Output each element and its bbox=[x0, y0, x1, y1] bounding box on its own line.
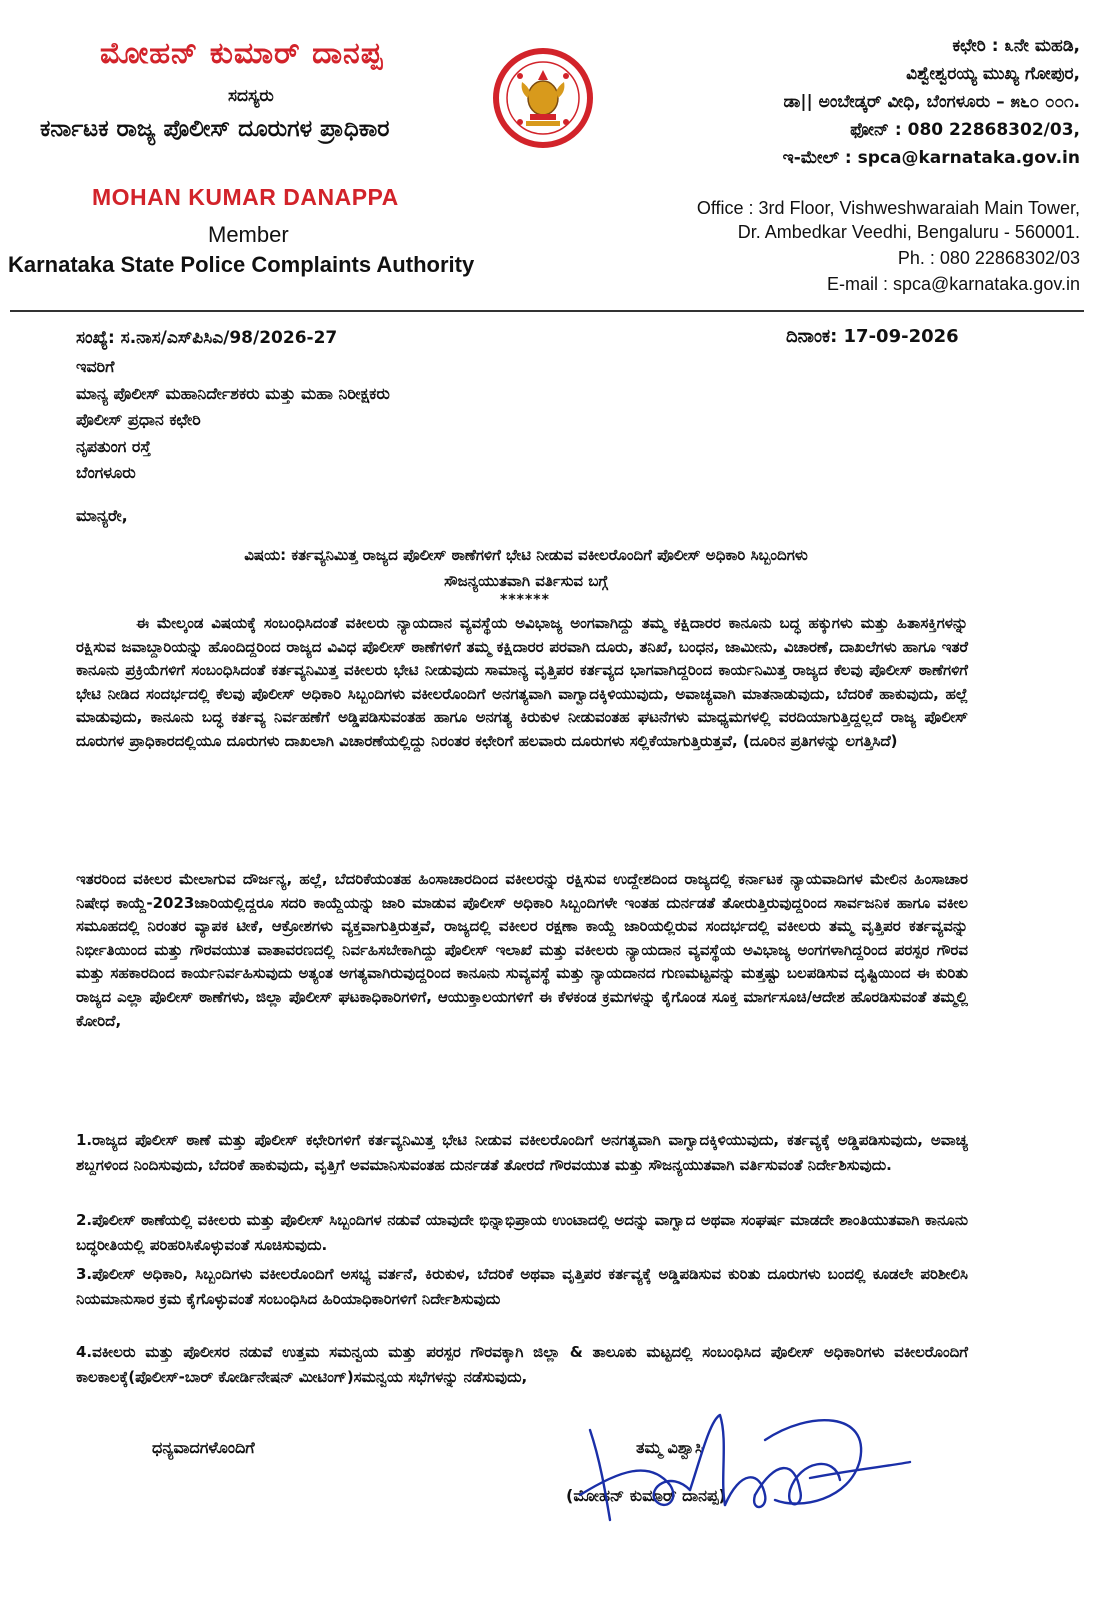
request-point-3: 3.ಪೊಲೀಸ್ ಅಧಿಕಾರಿ, ಸಿಬ್ಬಂದಿಗಳು ವಕೀಲರೊಂದಿಗೆ ಅಸಭ್ಯ ವರ್ತನೆ, ಕಿರುಕುಳ, ಬೆದರಿಕೆ ಅಥವಾ ವೃತ್ತಿಪರ ಕರ್ತವ್ಯಕ್ಕೆ ಅಡ್ಡಿಪಡಿಸುವ ಕುರಿತು ದೂರುಗಳು ಬಂದಲ್ಲಿ ಕೂಡಲೇ ಪರಿಶೀಲಿಸಿ ನಿಯಮಾನುಸಾರ ಕ್ರಮ ಕೈಗೊಳ್ಳುವಂತೆ ಸಂಬಂಧಿಸಿದ ಹಿರಿಯಾಧಿಕಾರಿಗಳಿಗೆ ನಿರ್ದೇಶಿಸುವುದು bbox=[76, 1265, 968, 1308]
kannada-name: ಮೋಹನ್ ಕುಮಾರ್ ದಾನಪ್ಪ bbox=[100, 36, 384, 71]
english-email: E-mail : spca@karnataka.gov.in bbox=[826, 274, 1080, 294]
salutation: ಮಾನ್ಯರೇ, bbox=[76, 506, 128, 525]
kannada-organization: ಕರ್ನಾಟಕ ರಾಜ್ಯ ಪೊಲೀಸ್ ದೂರುಗಳ ಪ್ರಾಧಿಕಾರ bbox=[40, 116, 390, 142]
english-address-line: Office : 3rd Floor, Vishweshwaraiah Main Tower, bbox=[696, 198, 1080, 218]
body-paragraph-1: ಈ ಮೇಲ್ಕಂಡ ವಿಷಯಕ್ಕೆ ಸಂಬಂಧಿಸಿದಂತೆ ವಕೀಲರು ನ್ಯಾಯದಾನ ವ್ಯವಸ್ಥೆಯ ಅವಿಭಾಜ್ಯ ಅಂಗವಾಗಿದ್ದು ತಮ್ಮ ಕಕ್ಷಿದಾರರ ಕಾನೂನು ಬದ್ಧ ಹಕ್ಕುಗಳು ಮತ್ತು ಹಿತಾಸಕ್ತಿಗಳನ್ನು ರಕ್ಷಿಸುವ ಜವಾಬ್ದಾರಿಯನ್ನು ಹೊಂದಿದ್ದರಿಂದ ರಾಜ್ಯದ ವಿವಿಧ ಪೊಲೀಸ್ ಠಾಣೆಗಳಿಗೆ ತಮ್ಮ ಕಕ್ಷಿದಾರರ ಪರವಾಗಿ ದೂರು, ತನಿಖೆ, ಬಂಧನ, ಜಾಮೀನು, ವಿಚಾರಣೆ, ದಾಖಲೆಗಳು ಹಾಗೂ ಇತರೆ ಕಾನೂನು ಪ್ರಕ್ರಿಯೆಗಳಿಗೆ ಸಂಬಂಧಿಸಿದಂತೆ ಕರ್ತವ್ಯನಿಮಿತ್ತ ವಕೀಲರು ಭೇಟಿ ನೀಡುವುದು ಸಾಮಾನ್ಯ ವೃತ್ತಿಪರ ಕರ್ತವ್ಯದ ಭಾಗವಾಗಿದ್ದರಿಂದ ಕಾರ್ಯನಿಮಿತ್ತ ರಾಜ್ಯದ ಕೆಲವು ಪೊಲೀಸ್ ಠಾಣೆಗಳಿಗೆ ಭೇಟಿ ನೀಡಿದ ಸಂದರ್ಭದಲ್ಲಿ ಕೆಲವು ಪೊಲೀಸ್ ಅಧಿಕಾರಿ ಸಿಬ್ಬಂದಿಗಳು ವಕೀಲರೊಂದಿಗೆ ಅನಗತ್ಯವಾಗಿ ವಾಗ್ವಾದಕ್ಕಿಳಿಯುವುದು, ಅವಾಚ್ಯವಾಗಿ ಮಾತನಾಡುವುದು, ಬೆದರಿಕೆ ಹಾಕುವುದು, ಹಲ್ಲೆ ಮಾಡುವುದು, ಕಾನೂನು ಬದ್ಧ ಕರ್ತವ್ಯ ನಿರ್ವಹಣೆಗೆ ಅಡ್ಡಿಪಡಿಸುವಂತಹ ಹಾಗೂ ಅನಗತ್ಯ ಕಿರುಕುಳ ನೀಡುವಂತಹ ಘಟನೆಗಳು ಮಾಧ್ಯಮಗಳಲ್ಲಿ ವರದಿಯಾಗುತ್ತಿದ್ದಲ್ಲದೆ ರಾಜ್ಯ ಪೊಲೀಸ್ ದೂರುಗಳ ಪ್ರಾಧಿಕಾರದಲ್ಲಿಯೂ ದೂರುಗಳು ದಾಖಲಾಗಿ ವಿಚಾರಣೆಯಲ್ಲಿದ್ದು ನಿರಂತರ ಕಛೇರಿಗೆ ಹಲವಾರು ದೂರುಗಳು ಸಲ್ಲಿಕೆಯಾಗುತ್ತಿರುತ್ತವೆ, (ದೂರಿನ ಪ್ರತಿಗಳನ್ನು ಲಗತ್ತಿಸಿದೆ) bbox=[76, 614, 968, 750]
english-phone: Ph. : 080 22868302/03 bbox=[897, 248, 1080, 268]
addressee-line: ಪೊಲೀಸ್ ಪ್ರಧಾನ ಕಛೇರಿ bbox=[76, 410, 201, 429]
kannada-address-line: ಡಾ|| ಅಂಬೇಡ್ಕರ್ ವೀಧಿ, ಬೆಂಗಳೂರು – ೫೬೦ ೦೦೧. bbox=[783, 92, 1080, 112]
subject-line: ವಿಷಯ: ಕರ್ತವ್ಯನಿಮಿತ್ತ ರಾಜ್ಯದ ಪೊಲೀಸ್ ಠಾಣೆಗಳಿಗೆ ಭೇಟಿ ನೀಡುವ ವಕೀಲರೊಂದಿಗೆ ಪೊಲೀಸ್ ಅಧಿಕಾರಿ ಸಿಬ್ಬಂದಿಗಳು bbox=[244, 546, 808, 564]
addressee-line: ಬೆಂಗಳೂರು bbox=[76, 463, 136, 482]
signatory-name: (ಮೋಹನ್ ಕುಮಾರ್ ದಾನಪ್ಪ) bbox=[566, 1486, 726, 1505]
separator: ****** bbox=[500, 592, 550, 608]
kannada-email: ಇ-ಮೇಲ್ : spca@karnataka.gov.in bbox=[782, 148, 1080, 168]
handwritten-signature bbox=[560, 1400, 920, 1530]
english-role: Member bbox=[208, 222, 289, 247]
request-point-1: 1.ರಾಜ್ಯದ ಪೊಲೀಸ್ ಠಾಣೆ ಮತ್ತು ಪೊಲೀಸ್ ಕಛೇರಿಗಳಿಗೆ ಕರ್ತವ್ಯನಿಮಿತ್ತ ಭೇಟಿ ನೀಡುವ ವಕೀಲರೊಂದಿಗೆ ಅನಗತ್ಯವಾಗಿ ವಾಗ್ವಾದಕ್ಕಿಳಿಯುವುದು, ಕರ್ತವ್ಯಕ್ಕೆ ಅಡ್ಡಿಪಡಿಸುವುದು, ಅವಾಚ್ಯ ಶಬ್ದಗಳಿಂದ ನಿಂದಿಸುವುದು, ಬೆದರಿಕೆ ಹಾಕುವುದು, ವೃತ್ತಿಗೆ ಅವಮಾನಿಸುವಂತಹ ದುರ್ನಡತೆ ತೋರದೆ ಗೌರವಯುತ ಮತ್ತು ಸೌಜನ್ಯಯುತವಾಗಿ ವರ್ತಿಸುವಂತೆ ನಿರ್ದೇಶಿಸುವುದು. bbox=[76, 1131, 968, 1174]
letter-date: ದಿನಾಂಕ: 17-09-2026 bbox=[786, 326, 959, 347]
body-paragraph-2: ಇತರರಿಂದ ವಕೀಲರ ಮೇಲಾಗುವ ದೌರ್ಜನ್ಯ, ಹಲ್ಲೆ, ಬೆದರಿಕೆಯಂತಹ ಹಿಂಸಾಚಾರದಿಂದ ವಕೀಲರನ್ನು ರಕ್ಷಿಸುವ ಉದ್ದೇಶದಿಂದ ರಾಜ್ಯದಲ್ಲಿ ಕರ್ನಾಟಕ ನ್ಯಾಯವಾದಿಗಳ ಮೇಲಿನ ಹಿಂಸಾಚಾರ ನಿಷೇಧ ಕಾಯ್ದೆ-2023ಜಾರಿಯಲ್ಲಿದ್ದರೂ ಸದರಿ ಕಾಯ್ದೆಯನ್ನು ಜಾರಿ ಮಾಡುವ ಪೊಲೀಸ್ ಅಧಿಕಾರಿ ಸಿಬ್ಬಂದಿಗಳೇ ಇಂತಹ ದುರ್ನಡತೆ ತೋರುತ್ತಿರುವುದ್ದರಿಂದ ಸಾರ್ವಜನಿಕ ಹಾಗೂ ವಕೀಲ ಸಮೂಹದಲ್ಲಿ ನಿರಂತರ ವ್ಯಾಪಕ ಟೀಕೆ, ಆಕ್ರೋಶಗಳು ವ್ಯಕ್ತವಾಗುತ್ತಿರುತ್ತವೆ, ರಾಜ್ಯದಲ್ಲಿ ವಕೀಲರ ರಕ್ಷಣಾ ಕಾಯ್ದೆ ಜಾರಿಯಲ್ಲಿರುವ ಸಂದರ್ಭದಲ್ಲಿ ವಕೀಲರು ತಮ್ಮ ವೃತ್ತಿಪರ ಕರ್ತವ್ಯವನ್ನು ನಿರ್ಭೀತಿಯಿಂದ ಮತ್ತು ಗೌರವಯುತ ವಾತಾವರಣದಲ್ಲಿ ನಿರ್ವಹಿಸಬೇಕಾಗಿದ್ದು ಪೊಲೀಸ್ ಇಲಾಖೆ ಮತ್ತು ವಕೀಲರು ನ್ಯಾಯದಾನ ವ್ಯವಸ್ಥೆಯ ಅವಿಭಾಜ್ಯ ಅಂಗಗಳಾಗಿದ್ದರಿಂದ ಪರಸ್ಪರ ಗೌರವ ಮತ್ತು ಸಹಕಾರದಿಂದ ಕಾರ್ಯನಿರ್ವಹಿಸುವುದು ಅತ್ಯಂತ ಅಗತ್ಯವಾಗಿರುವುದ್ದರಿಂದ ಕಾನೂನು ಸುವ್ಯವಸ್ಥೆ ಮತ್ತು ನ್ಯಾಯದಾನದ ಗುಣಮಟ್ಟವನ್ನು ಮತ್ತಷ್ಟು ಬಲಪಡಿಸುವ ದೃಷ್ಟಿಯಿಂದ ಈ ಕುರಿತು ರಾಜ್ಯದ ಎಲ್ಲಾ ಪೊಲೀಸ್ ಠಾಣೆಗಳು, ಜಿಲ್ಲಾ ಪೊಲೀಸ್ ಘಟಕಾಧಿಕಾರಿಗಳಿಗೆ, ಆಯುಕ್ತಾಲಯಗಳಿಗೆ ಈ ಕೆಳಕಂಡ ಕ್ರಮಗಳನ್ನು ಕೈಗೊಂಡ ಸೂಕ್ತ ಮಾರ್ಗಸೂಚಿ/ಆದೇಶ ಹೊರಡಿಸುವಂತೆ ತಮ್ಮಲ್ಲಿ ಕೋರಿದೆ, bbox=[76, 870, 968, 1030]
subject-line: ಸೌಜನ್ಯಯುತವಾಗಿ ವರ್ತಿಸುವ ಬಗ್ಗೆ bbox=[444, 572, 608, 590]
kannada-role: ಸದಸ್ಯರು bbox=[228, 86, 274, 106]
request-point-4: 4.ವಕೀಲರು ಮತ್ತು ಪೊಲೀಸರ ನಡುವೆ ಉತ್ತಮ ಸಮನ್ವಯ ಮತ್ತು ಪರಸ್ಪರ ಗೌರವಕ್ಕಾಗಿ ಜಿಲ್ಲಾ & ತಾಲೂಕು ಮಟ್ಟದಲ್ಲಿ ಸಂಬಂಧಿಸಿದ ಪೊಲೀಸ್ ಅಧಿಕಾರಿಗಳು ವಕೀಲರೊಂದಿಗೆ ಕಾಲಕಾಲಕ್ಕೆ(ಪೊಲೀಸ್-ಬಾರ್ ಕೋರ್ಡಿನೇಷನ್ ಮೀಟಿಂಗ್)ಸಮನ್ವಯ ಸಭೆಗಳನ್ನು ನಡೆಸುವುದು, bbox=[76, 1343, 968, 1386]
addressee-line: ನೃಪತುಂಗ ರಸ್ತೆ bbox=[76, 436, 151, 456]
kannada-phone: ಫೋನ್ : 080 22868302/03, bbox=[850, 120, 1080, 140]
header-divider bbox=[10, 310, 1084, 312]
request-point-2: 2.ಪೊಲೀಸ್ ಠಾಣೆಯಲ್ಲಿ ವಕೀಲರು ಮತ್ತು ಪೊಲೀಸ್ ಸಿಬ್ಬಂದಿಗಳ ನಡುವೆ ಯಾವುದೇ ಭಿನ್ನಾಭಿಪ್ರಾಯ ಉಂಟಾದಲ್ಲಿ ಅದನ್ನು ವಾಗ್ವಾದ ಅಥವಾ ಸಂಘರ್ಷ ಮಾಡದೇ ಶಾಂತಿಯುತವಾಗಿ ಕಾನೂನು ಬದ್ಧರೀತಿಯಲ್ಲಿ ಪರಿಹರಿಸಿಕೊಳ್ಳುವಂತೆ ಸೂಚಿಸುವುದು. bbox=[76, 1211, 968, 1254]
subject bbox=[96, 542, 956, 594]
english-address-line: Dr. Ambedkar Veedhi, Bengaluru - 560001. bbox=[737, 222, 1080, 242]
english-organization: Karnataka State Police Complaints Authority bbox=[8, 252, 475, 277]
yours-faithfully: ತಮ್ಮ ವಿಶ್ವಾಸಿ bbox=[636, 1438, 704, 1457]
addressee-line: ಮಾನ್ಯ ಪೊಲೀಸ್ ಮಹಾನಿರ್ದೇಶಕರು ಮತ್ತು ಮಹಾ ನಿರೀಕ್ಷಕರು bbox=[76, 383, 390, 403]
closing: ಧನ್ಯವಾದಗಳೊಂದಿಗೆ bbox=[152, 1438, 255, 1457]
state-emblem-icon bbox=[490, 48, 596, 148]
addressee-line: ಇವರಿಗೆ bbox=[76, 357, 115, 376]
addressee-block bbox=[76, 354, 390, 487]
reference-number: ಸಂಖ್ಯೆ: ಸ.ನಾಸ/ಎಸ್‌ಪಿಸಿಎ/98/2026-27 bbox=[76, 328, 338, 348]
kannada-address-line: ವಿಶ್ವೇಶ್ವರಯ್ಯ ಮುಖ್ಯ ಗೋಪುರ, bbox=[906, 64, 1080, 84]
kannada-address-line: ಕಛೇರಿ : ೩ನೇ ಮಹಡಿ, bbox=[952, 36, 1080, 56]
english-name: MOHAN KUMAR DANAPPA bbox=[92, 184, 399, 210]
